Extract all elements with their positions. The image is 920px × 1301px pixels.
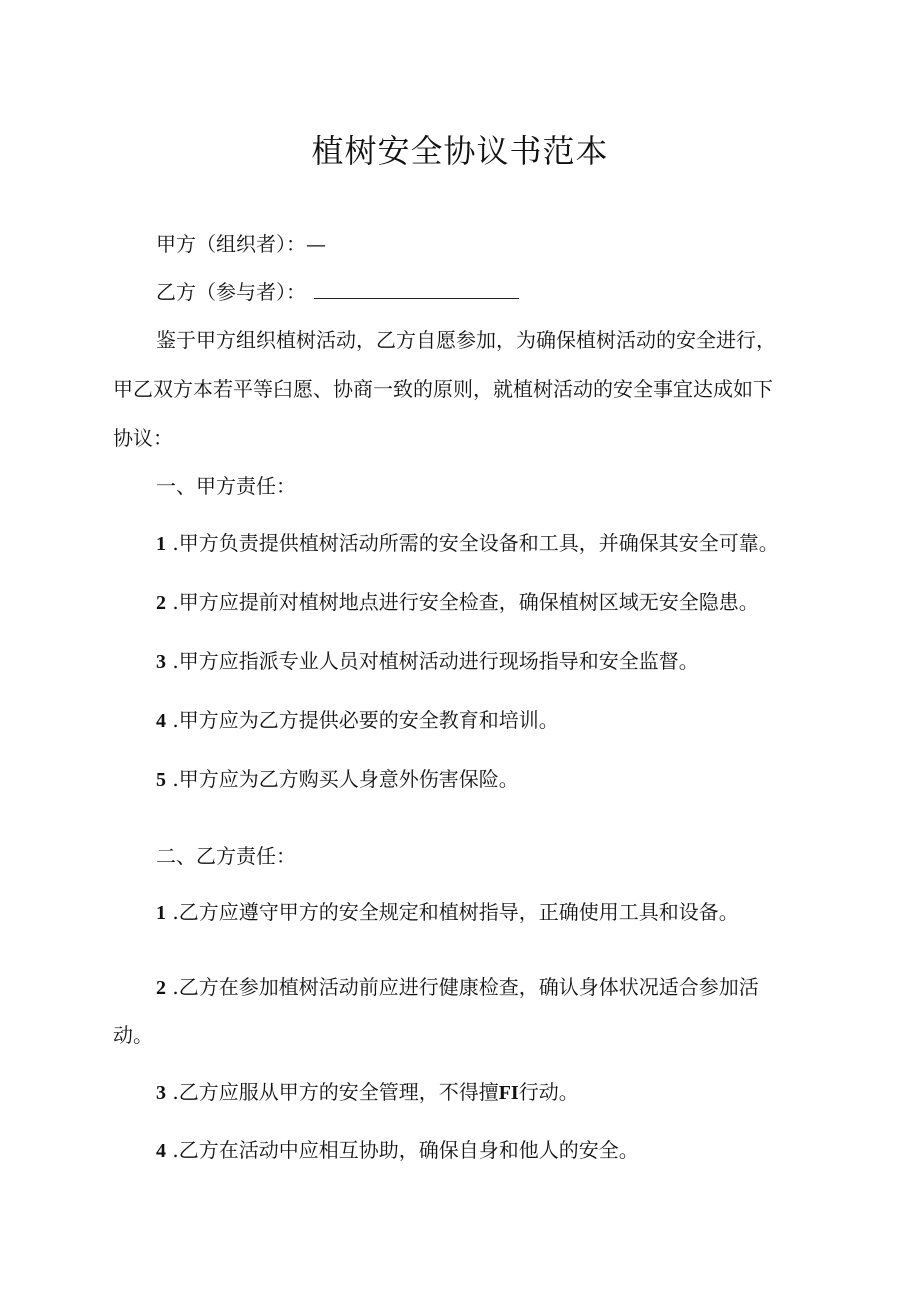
- item-text: .乙方在参加植树活动前应进行健康检查，确认身体状况适合参加活: [172, 975, 759, 999]
- item-number: 5: [156, 769, 166, 791]
- section2-heading: 二、乙方责任：: [156, 844, 296, 868]
- item-text: .甲方应指派专业人员对植树活动进行现场指导和安全监督。: [172, 649, 699, 673]
- item-text: .甲方应提前对植树地点进行安全检查，确保植树区域无安全隐患。: [172, 590, 759, 614]
- intro-line-2: 甲乙双方本若平等臼愿、协商一致的原则，就植树活动的安全事宜达成如下: [113, 377, 773, 401]
- item-number: 3: [156, 1082, 166, 1104]
- item-text: .甲方负责提供植树活动所需的安全设备和工具，并确保其安全可靠。: [172, 531, 779, 555]
- item-text: .甲方应为乙方购买人身意外伤害保险。: [172, 767, 519, 791]
- section2-item: [156, 1076, 579, 1105]
- section1-item: [156, 645, 699, 674]
- intro-line-1: 鉴于甲方组织植树活动，乙方自愿参加，为确保植树活动的安全进行，: [156, 328, 776, 352]
- item-number: 1: [156, 533, 166, 555]
- item-number: 2: [156, 977, 166, 999]
- section1-heading: 一、甲方责任：: [156, 474, 296, 498]
- section1-item: [156, 586, 759, 615]
- item-text: .乙方应遵守甲方的安全规定和植树指导，正确使用工具和设备。: [172, 900, 739, 924]
- item-text: .乙方在活动中应相互协助，确保自身和他人的安全。: [172, 1138, 639, 1162]
- item-text: .甲方应为乙方提供必要的安全教育和培训。: [172, 708, 559, 732]
- item-number: 4: [156, 710, 166, 732]
- signature-blank: [314, 284, 519, 299]
- item-number: 2: [156, 592, 166, 614]
- section2-item-continuation: 动。: [113, 1023, 153, 1047]
- item-ocr-artifact: FI: [498, 1082, 519, 1104]
- item-number: 1: [156, 902, 166, 924]
- party-b-line: [156, 276, 519, 305]
- party-a-line: [156, 228, 326, 257]
- item-number: 3: [156, 651, 166, 673]
- section1-item: [156, 527, 779, 556]
- document-title: 植树安全协议书范本: [311, 132, 609, 170]
- intro-line-3: 协议：: [113, 426, 173, 450]
- item-text: .乙方应服从甲方的安全管理，不得擅: [172, 1080, 499, 1104]
- item-number: 4: [156, 1140, 166, 1162]
- section2-item: [156, 896, 739, 925]
- section2-item: [156, 971, 759, 1000]
- party-a-label: 甲方（组织者）：—: [156, 232, 326, 256]
- section1-item: [156, 763, 519, 792]
- section2-item: [156, 1134, 639, 1163]
- section1-item: [156, 704, 559, 733]
- party-b-label: 乙方（参与者）：: [156, 280, 306, 304]
- item-text-end: 行动。: [518, 1080, 579, 1104]
